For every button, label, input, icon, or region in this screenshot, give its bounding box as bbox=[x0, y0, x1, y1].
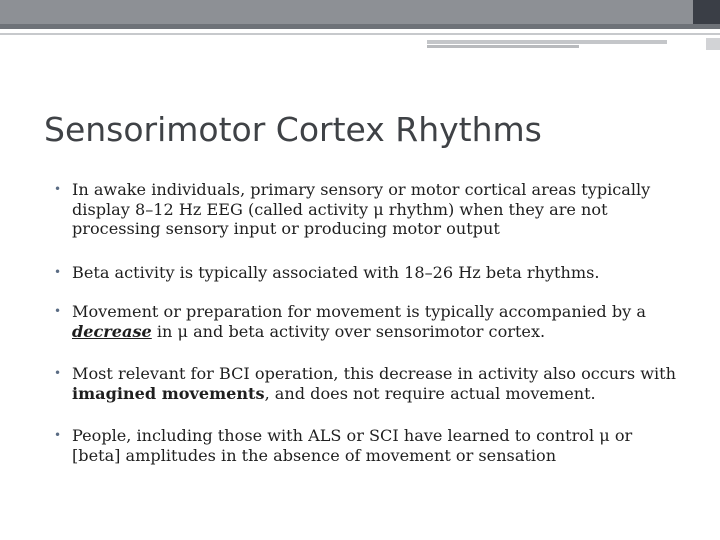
bullet-dot-icon: • bbox=[54, 182, 62, 196]
header-divider-light bbox=[0, 33, 720, 35]
header-accent-corner bbox=[706, 38, 720, 50]
header-divider-dark bbox=[0, 24, 720, 29]
header-accent-line-short bbox=[427, 45, 579, 48]
slide-title: Sensorimotor Cortex Rhythms bbox=[44, 110, 542, 149]
bullet-item bbox=[54, 426, 684, 465]
bullet-text: Beta activity is typically associated with 18–26 Hz beta rhythms. bbox=[72, 262, 600, 282]
bullet-dot-icon: • bbox=[54, 366, 62, 380]
header-bar bbox=[0, 0, 720, 24]
header-accent-block bbox=[693, 0, 720, 24]
bullet-dot-icon: • bbox=[54, 264, 62, 279]
bullet-text-after: in μ and beta activity over sensorimotor cortex. bbox=[151, 321, 546, 341]
bullet-list bbox=[54, 180, 684, 465]
bullet-dot-icon: • bbox=[54, 304, 62, 318]
bullet-text-after: , and does not require actual movement. bbox=[264, 383, 596, 403]
bullet-text-before: Most relevant for BCI operation, this decrease in activity also occurs with bbox=[72, 364, 676, 383]
bullet-item bbox=[54, 180, 684, 239]
bullet-item bbox=[54, 302, 684, 341]
bullet-text: People, including those with ALS or SCI have learned to control μ or [beta] amplitudes in the absence of movement or sensation bbox=[72, 426, 633, 465]
bullet-emphasis-imagined: imagined movements bbox=[72, 383, 265, 403]
bullet-dot-icon: • bbox=[54, 428, 62, 442]
bullet-text: In awake individuals, primary sensory or motor cortical areas typically display 8–12 Hz EEG (called activity μ rhythm) when they are not processing sensory input or producing motor output bbox=[72, 180, 651, 238]
bullet-emphasis-decrease: decrease bbox=[72, 321, 152, 341]
bullet-item bbox=[54, 364, 684, 403]
bullet-item bbox=[54, 263, 684, 283]
bullet-text-before: Movement or preparation for movement is typically accompanied by a bbox=[72, 302, 646, 321]
header-accent-line bbox=[427, 40, 667, 44]
